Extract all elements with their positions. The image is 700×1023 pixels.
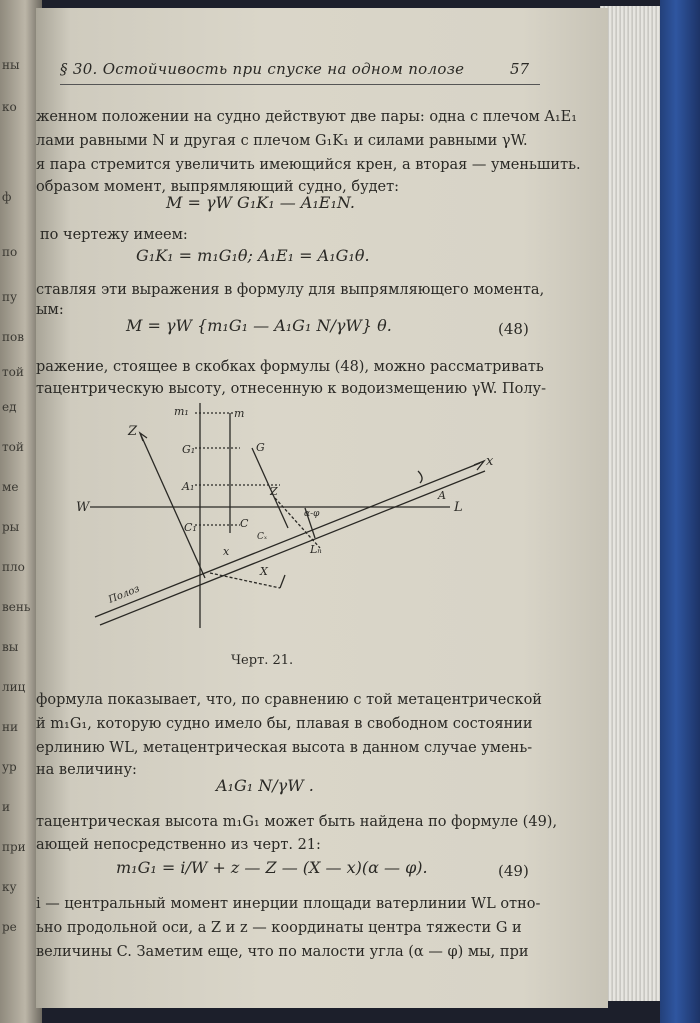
left-page-fragment: вы <box>2 640 19 654</box>
label-z-axis: Z <box>128 424 138 439</box>
label-runner: Полоз <box>107 583 142 606</box>
formula-moment: M = γW G₁K₁ — A₁E₁N. <box>166 193 355 212</box>
left-page-fragment: той <box>2 440 24 454</box>
text-line: женном положении на судно действуют две пары: одна с плечом A₁E₁ <box>36 109 578 125</box>
figure-21-diagram <box>76 403 510 648</box>
page-edges <box>600 6 662 1001</box>
z-axis-line <box>140 433 205 578</box>
text-line: на величину: <box>36 762 137 778</box>
running-head: § 30. Остойчивость при спуске на одном полозе <box>60 60 540 85</box>
left-page-fragment: той <box>2 365 24 379</box>
text-line: ым: <box>36 302 64 318</box>
label-a: A <box>438 489 446 502</box>
text-line: ьно продольной оси, а Z и z — координаты центра тяжести G и <box>36 920 522 936</box>
text-line: формула показывает, что, по сравнению с той метацентрической <box>36 692 542 708</box>
label-m1: m₁ <box>174 405 189 418</box>
label-x-axis: x <box>486 454 494 469</box>
label-a1: A₁ <box>182 480 195 493</box>
text-line: величины C. Заметим еще, что по малости угла (α — φ) мы, при <box>36 944 529 960</box>
left-page-fragment: ны <box>2 58 20 72</box>
label-g1: G₁ <box>182 443 196 456</box>
label-x: x <box>223 545 230 558</box>
text-line: ражение, стоящее в скобках формулы (48), можно рассматривать <box>36 359 544 375</box>
label-l: L <box>454 500 463 515</box>
text-line: я пара стремится увеличить имеющийся крен, а вторая — уменьшить. <box>36 157 581 173</box>
equation-number-48: (48) <box>498 320 529 338</box>
text-line: ставляя эти выражения в формулу для выпрямляющего момента, <box>36 282 545 298</box>
text-line: ающей непосредственно из черт. 21: <box>36 837 321 853</box>
label-x-cap: X <box>260 565 268 578</box>
left-page-fragment: лиц <box>2 680 26 694</box>
left-page-fragment: пло <box>2 560 25 574</box>
figure-caption: Черт. 21. <box>231 653 294 668</box>
left-page-fragment: пу <box>2 290 18 304</box>
label-m: m <box>234 407 245 420</box>
text-line: тацентрическая высота m₁G₁ может быть найдена по формуле (49), <box>36 814 558 830</box>
text-line: ерлинию WL, метацентрическая высота в данном случае умень- <box>36 740 533 756</box>
label-angle: α-φ <box>304 509 320 519</box>
left-page-fragment: ры <box>2 520 20 534</box>
formula-48: M = γW {m₁G₁ — A₁G₁ N/γW} θ. <box>126 316 392 335</box>
left-page-fragment: ни <box>2 720 18 734</box>
label-c1: C₁ <box>184 521 197 534</box>
formula-reduction: A₁G₁ N/γW . <box>216 776 314 795</box>
label-z: Z <box>270 485 278 498</box>
formula-49: m₁G₁ = i/W + z — Z — (X — x)(α — φ). <box>116 858 428 877</box>
text-line: образом момент, выпрямляющий судно, будет: <box>36 179 400 195</box>
left-page-fragment: при <box>2 840 26 854</box>
text-line: по чертежу имеем: <box>40 227 188 243</box>
runner-top-edge <box>95 463 480 617</box>
left-page-fragment: ед <box>2 400 17 414</box>
label-cx: Cₓ <box>257 532 268 542</box>
left-page-fragment: вень <box>2 600 31 614</box>
formula-relations: G₁K₁ = m₁G₁θ; A₁E₁ = A₁G₁θ. <box>136 246 370 265</box>
equation-number-49: (49) <box>498 862 529 880</box>
left-page-fragment: пов <box>2 330 24 344</box>
left-page-fragment: ме <box>2 480 19 494</box>
label-w: W <box>76 500 90 515</box>
label-ln: Lₙ <box>310 543 322 556</box>
left-page-fragment: ре <box>2 920 17 934</box>
left-page-fragment: ф <box>2 190 12 204</box>
page-number: 57 <box>510 60 530 78</box>
text-line: тацентрическую высоту, отнесенную к водоизмещению γW. Полу- <box>36 381 546 397</box>
text-line: i — центральный момент инерции площади ватерлинии WL отно- <box>36 896 541 912</box>
text-line: й m₁G₁, которую судно имело бы, плавая в свободном состоянии <box>36 716 533 732</box>
left-page-fragment: ур <box>2 760 17 774</box>
text-line: лами равными N и другая с плечом G₁K₁ и силами равными γW. <box>36 133 528 149</box>
left-page-fragment: по <box>2 245 18 259</box>
book-cover <box>660 0 700 1023</box>
label-c: C <box>240 517 249 530</box>
label-g: G <box>256 441 265 454</box>
left-page-fragment: ко <box>2 100 17 114</box>
book-page <box>36 8 608 1008</box>
left-page-fragment: и <box>2 800 10 814</box>
runner-bottom-edge <box>100 471 485 625</box>
left-page-fragment: ку <box>2 880 17 894</box>
